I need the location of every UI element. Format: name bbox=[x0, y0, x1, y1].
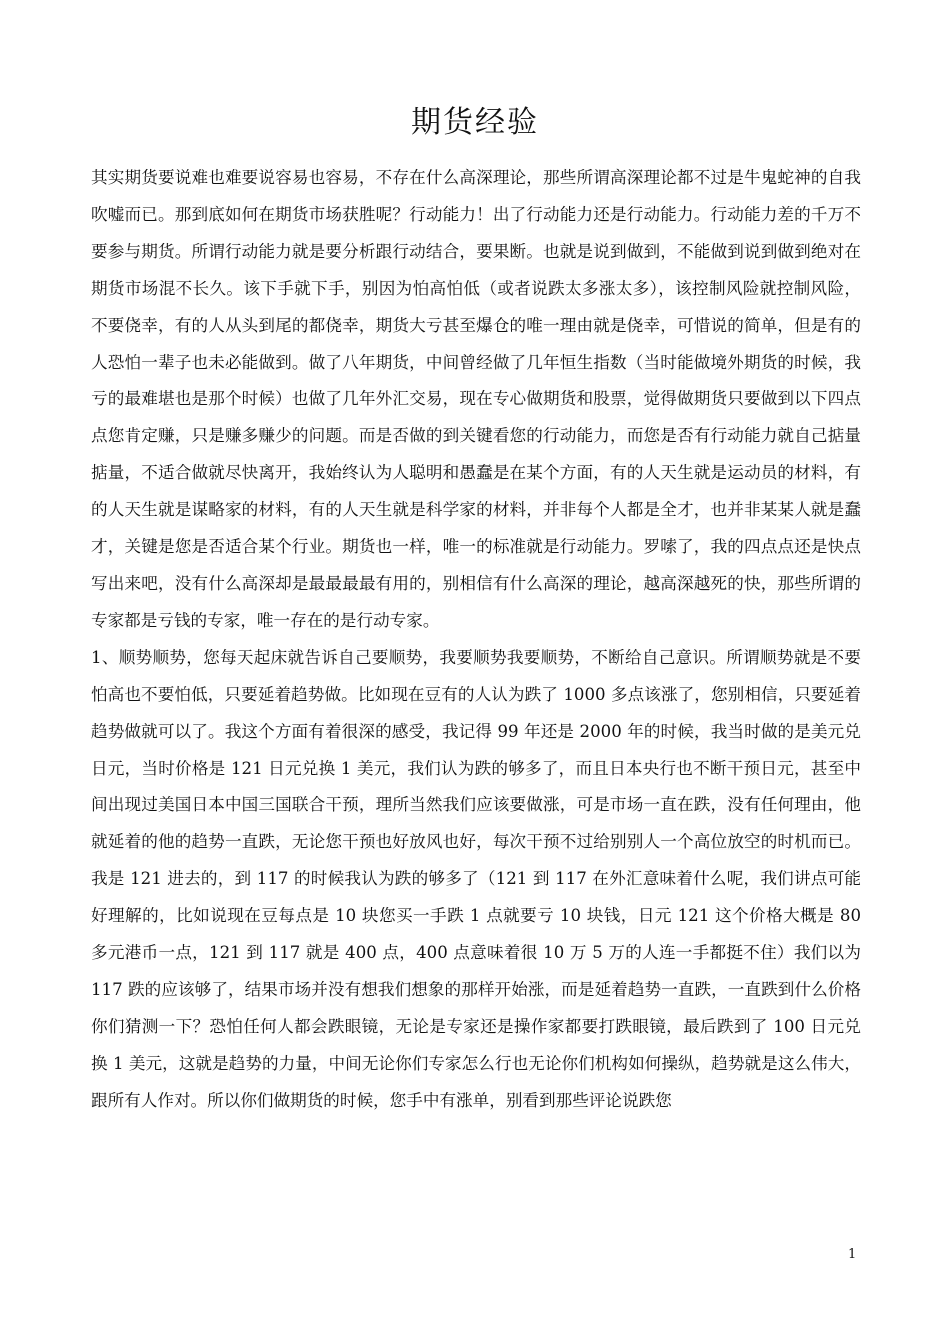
paragraph-point-1: 1、顺势顺势，您每天起床就告诉自己要顺势，我要顺势我要顺势，不断给自己意识。所谓顺势就是不要怕高也不要怕低，只要延着趋势做。比如现在豆有的人认为跌了 1000 多点该涨了，您别相信，只要延着趋势做就可以了。我这个方面有着很深的感受，我记得 99 年还是 2000 年的时候，我当时做的是美元兑日元，当时价格是 121 日元兑换 1 美元，我们认为跌的够多了，而且日本央行也不断干预日元，甚至中间出现过美国日本中国三国联合干预，理所当然我们应该要做涨，可是市场一直在跌，没有任何理由，他就延着的他的趋势一直跌，无论您干预也好放风也好，每次干预不过给别别人一个高位放空的时机而已。我是 121 进去的，到 117 的时候我认为跌的够多了（121 到 117 在外汇意味着什么呢，我们讲点可能好理解的，比如说现在豆每点是 10 块您买一手跌 1 点就要亏 10 块钱，日元 121 这个价格大概是 80 多元港币一点，121 到 117 就是 400 点，400 点意味着很 10 万 5 万的人连一手都挺不住）我们以为 117 跌的应该够了，结果市场并没有想我们想象的那样开始涨，而是延着趋势一直跌，一直跌到什么价格你们猜测一下？恐怕任何人都会跌眼镜，无论是专家还是操作家都要打跌眼镜，最后跌到了 100 日元兑换 1 美元，这就是趋势的力量，中间无论你们专家怎么行也无论你们机构如何操纵，趋势就是这么伟大，跟所有人作对。所以你们做期货的时候，您手中有涨单，别看到那些评论说跌您 bbox=[91, 647, 861, 1110]
page-title: 期货经验 bbox=[411, 105, 539, 140]
page-number: 1 bbox=[848, 1247, 857, 1262]
document-body bbox=[91, 160, 861, 1120]
paragraph-intro: 其实期货要说难也难要说容易也容易，不存在什么高深理论，那些所谓高深理论都不过是牛鬼蛇神的自我吹嘘而已。那到底如何在期货市场获胜呢？行动能力！出了行动能力还是行动能力。行动能力差的千万不要参与期货。所谓行动能力就是要分析跟行动结合，要果断。也就是说到做到，不能做到说到做到绝对在期货市场混不长久。该下手就下手，别因为怕高怕低（或者说跌太多涨太多），该控制风险就控制风险，不要侥幸，有的人从头到尾的都侥幸，期货大亏甚至爆仓的唯一理由就是侥幸，可惜说的简单，但是有的人恐怕一辈子也未必能做到。做了八年期货，中间曾经做了几年恒生指数（当时能做境外期货的时候，我亏的最难堪也是那个时候）也做了几年外汇交易，现在专心做期货和股票，觉得做期货只要做到以下四点点您肯定赚，只是赚多赚少的问题。而是否做的到关键看您的行动能力，而您是否有行动能力就自己掂量掂量，不适合做就尽快离开，我始终认为人聪明和愚蠢是在某个方面，有的人天生就是运动员的材料，有的人天生就是谋略家的材料，有的人天生就是科学家的材料，并非每个人都是全才，也并非某某人就是蠢才，关键是您是否适合某个行业。期货也一样，唯一的标准就是行动能力。罗嗦了，我的四点点还是快点写出来吧，没有什么高深却是最最最最有用的，别相信有什么高深的理论，越高深越死的快，那些所谓的专家都是亏钱的专家，唯一存在的是行动专家。 bbox=[91, 168, 861, 630]
